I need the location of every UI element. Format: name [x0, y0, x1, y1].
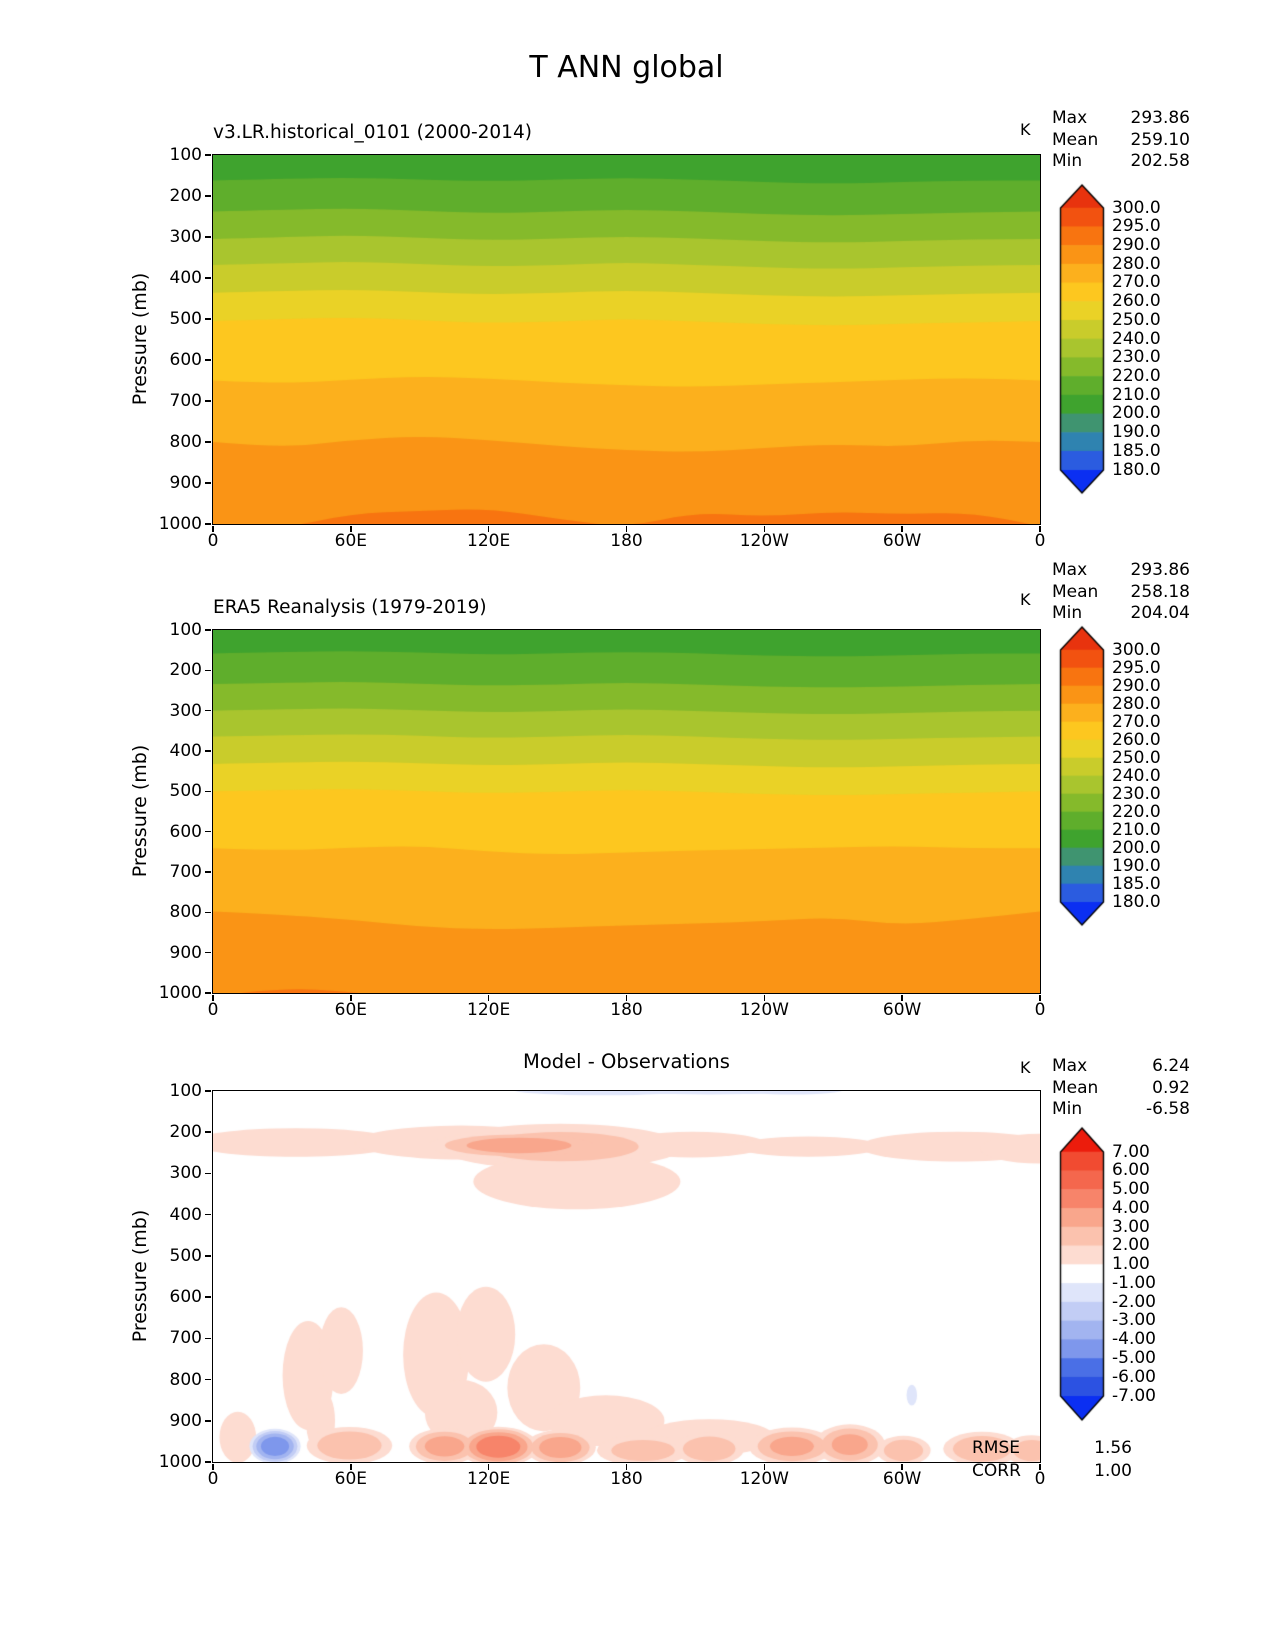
y-axis-tick — [205, 831, 211, 833]
y-tick-label: 800 — [169, 1369, 202, 1390]
stat-max-value: 6.24 — [1152, 1056, 1190, 1076]
y-tick-label: 200 — [169, 186, 202, 206]
y-axis-label: Pressure (mb) — [129, 272, 151, 406]
y-tick-label: 400 — [169, 1204, 202, 1225]
x-tick-label: 0 — [207, 1469, 219, 1489]
panel-diff-title: Model - Observations — [523, 1050, 730, 1073]
colorbar-tick-label: 200.0 — [1112, 403, 1161, 424]
stat-mean-value: 259.10 — [1130, 129, 1190, 150]
colorbar-tick-label: 185.0 — [1112, 440, 1161, 461]
x-tick-label: 180 — [610, 531, 643, 551]
rmse-label: RMSE — [972, 1438, 1021, 1458]
y-axis-tick — [205, 750, 211, 752]
y-tick-label: 700 — [169, 862, 202, 882]
y-tick-label: 500 — [169, 1245, 202, 1266]
y-axis-tick — [205, 277, 211, 279]
stat-max-label: Max — [1052, 108, 1088, 128]
colorbar-tick-label: 3.00 — [1112, 1216, 1150, 1237]
y-axis-tick — [205, 318, 211, 320]
stats-block-model — [1052, 108, 1190, 173]
stat-mean-label: Mean — [1052, 129, 1099, 150]
colorbar-tick-label: 4.00 — [1112, 1197, 1150, 1218]
stats-block-diff — [1052, 1056, 1190, 1121]
colorbar-tick-label: 295.0 — [1112, 216, 1161, 237]
y-tick-label: 800 — [169, 902, 202, 923]
colorbar-tick-label: 185.0 — [1112, 873, 1161, 894]
x-tick-label: 120W — [739, 1000, 789, 1020]
x-tick-label: 60E — [334, 1000, 368, 1020]
y-axis-tick — [205, 952, 211, 954]
stat-max-value: 293.86 — [1130, 560, 1190, 580]
stat-max-label: Max — [1052, 1056, 1088, 1076]
y-tick-label: 1000 — [158, 1452, 202, 1472]
y-tick-label: 900 — [169, 473, 202, 493]
colorbar-tick-label: 230.0 — [1112, 347, 1161, 368]
colorbar-tick-label: -6.00 — [1112, 1366, 1156, 1387]
corr-label: CORR — [972, 1461, 1021, 1481]
unit-label: K — [1020, 1058, 1031, 1077]
y-axis-tick — [205, 791, 211, 793]
difference-colorbar — [1058, 1126, 1106, 1422]
y-tick-label: 800 — [169, 432, 202, 452]
stat-min-label: Min — [1052, 603, 1083, 623]
x-tick-label: 120W — [739, 1469, 789, 1489]
y-axis-tick — [205, 992, 211, 994]
colorbar-tick-label: 280.0 — [1112, 253, 1161, 274]
colorbar-tick-label: 250.0 — [1112, 309, 1161, 330]
corr-value: 1.00 — [1094, 1461, 1132, 1481]
y-tick-label: 600 — [169, 821, 202, 842]
colorbar-tick-label: -4.00 — [1112, 1329, 1156, 1350]
colorbar-tick-label: 2.00 — [1112, 1235, 1150, 1256]
y-tick-label: 900 — [169, 942, 202, 963]
y-tick-label: 1000 — [158, 983, 202, 1003]
x-tick-label: 180 — [610, 1469, 643, 1489]
x-tick-label: 60W — [882, 531, 922, 551]
x-tick-label: 60W — [882, 1469, 922, 1489]
y-axis-tick — [205, 154, 211, 156]
y-axis-label: Pressure (mb) — [129, 744, 151, 878]
colorbar-tick-label: 300.0 — [1112, 639, 1161, 660]
temperature-colorbar — [1058, 625, 1106, 927]
y-tick-label: 600 — [169, 350, 202, 370]
stat-mean-label: Mean — [1052, 581, 1099, 602]
y-axis-tick — [205, 1338, 211, 1340]
x-tick-label: 0 — [1034, 1000, 1046, 1020]
panel-obs-title: ERA5 Reanalysis (1979-2019) — [213, 597, 487, 618]
y-axis-tick — [205, 1214, 211, 1216]
y-axis-tick — [205, 359, 211, 361]
y-axis-tick — [205, 195, 211, 197]
y-tick-label: 400 — [169, 268, 202, 288]
colorbar-tick-label: 260.0 — [1112, 291, 1161, 312]
colorbar-tick-label: 200.0 — [1112, 837, 1161, 858]
y-axis-tick — [205, 441, 211, 443]
y-axis-tick — [205, 1420, 211, 1422]
colorbar-tick-label: 7.00 — [1112, 1141, 1150, 1162]
colorbar-tick-label: 280.0 — [1112, 693, 1161, 714]
colorbar-tick-label: 210.0 — [1112, 819, 1161, 840]
colorbar-tick-label: 290.0 — [1112, 234, 1161, 255]
rmse-value: 1.56 — [1094, 1438, 1132, 1458]
y-axis-tick — [205, 1461, 211, 1463]
x-tick-label: 120E — [467, 531, 511, 551]
colorbar-tick-label: 180.0 — [1112, 891, 1161, 912]
colorbar-tick-label: 190.0 — [1112, 422, 1161, 443]
unit-label: K — [1020, 590, 1031, 609]
panel-model-title: v3.LR.historical_0101 (2000-2014) — [213, 122, 532, 143]
colorbar-tick-label: -2.00 — [1112, 1291, 1156, 1312]
colorbar-tick-label: 260.0 — [1112, 729, 1161, 750]
colorbar-tick-label: -1.00 — [1112, 1272, 1156, 1293]
y-tick-label: 300 — [169, 700, 202, 721]
stat-max-value: 293.86 — [1130, 108, 1190, 128]
y-axis-tick — [205, 1131, 211, 1133]
y-tick-label: 100 — [169, 620, 202, 640]
x-tick-label: 120W — [739, 531, 789, 551]
stat-max-label: Max — [1052, 560, 1088, 580]
y-axis-label: Pressure (mb) — [129, 1209, 151, 1343]
model-contour-plot — [212, 154, 1041, 525]
colorbar-tick-label: 295.0 — [1112, 657, 1161, 678]
x-tick-label: 60E — [334, 1469, 368, 1489]
y-axis-tick — [205, 523, 211, 525]
stat-mean-label: Mean — [1052, 1077, 1099, 1098]
colorbar-tick-label: 240.0 — [1112, 328, 1161, 349]
stat-min-value: -6.58 — [1146, 1099, 1190, 1119]
colorbar-tick-label: 1.00 — [1112, 1254, 1150, 1275]
y-tick-label: 500 — [169, 309, 202, 329]
y-tick-label: 500 — [169, 781, 202, 802]
temperature-colorbar — [1058, 183, 1106, 495]
x-tick-label: 60W — [882, 1000, 922, 1020]
y-tick-label: 600 — [169, 1287, 202, 1308]
colorbar-tick-label: 250.0 — [1112, 747, 1161, 768]
y-axis-tick — [205, 710, 211, 712]
y-axis-tick — [205, 629, 211, 631]
x-tick-label: 120E — [467, 1469, 511, 1489]
x-tick-label: 0 — [1034, 531, 1046, 551]
colorbar-tick-label: 230.0 — [1112, 783, 1161, 804]
y-axis-tick — [205, 1173, 211, 1175]
x-tick-label: 180 — [610, 1000, 643, 1020]
y-axis-tick — [205, 236, 211, 238]
stat-min-value: 202.58 — [1130, 151, 1190, 171]
y-axis-tick — [205, 912, 211, 914]
stat-min-label: Min — [1052, 151, 1083, 171]
y-axis-tick — [205, 400, 211, 402]
y-tick-label: 700 — [169, 1328, 202, 1349]
colorbar-tick-label: 270.0 — [1112, 711, 1161, 732]
y-tick-label: 700 — [169, 391, 202, 411]
y-axis-tick — [205, 670, 211, 672]
y-tick-label: 200 — [169, 660, 202, 681]
y-tick-label: 900 — [169, 1410, 202, 1431]
y-tick-label: 300 — [169, 227, 202, 247]
colorbar-tick-label: -3.00 — [1112, 1310, 1156, 1331]
colorbar-tick-label: 190.0 — [1112, 855, 1161, 876]
colorbar-tick-label: -7.00 — [1112, 1385, 1156, 1406]
x-tick-label: 120E — [467, 1000, 511, 1020]
colorbar-tick-label: 180.0 — [1112, 459, 1161, 480]
y-tick-label: 1000 — [158, 514, 202, 534]
obs-contour-plot — [212, 629, 1041, 994]
y-tick-label: 100 — [169, 145, 202, 165]
y-axis-tick — [205, 1379, 211, 1381]
y-tick-label: 100 — [169, 1081, 202, 1101]
colorbar-tick-label: 220.0 — [1112, 365, 1161, 386]
y-axis-tick — [205, 1255, 211, 1257]
figure-title: T ANN global — [529, 50, 724, 85]
y-axis-tick — [205, 871, 211, 873]
colorbar-tick-label: 300.0 — [1112, 197, 1161, 218]
stat-mean-value: 258.18 — [1130, 581, 1190, 602]
unit-label: K — [1020, 120, 1031, 139]
colorbar-tick-label: 220.0 — [1112, 801, 1161, 822]
y-tick-label: 300 — [169, 1163, 202, 1184]
x-tick-label: 60E — [334, 531, 368, 551]
y-tick-label: 400 — [169, 741, 202, 761]
colorbar-tick-label: 290.0 — [1112, 675, 1161, 696]
colorbar-tick-label: 6.00 — [1112, 1160, 1150, 1181]
colorbar-tick-label: 240.0 — [1112, 765, 1161, 786]
colorbar-tick-label: 210.0 — [1112, 384, 1161, 405]
x-tick-label: 0 — [207, 1000, 219, 1020]
colorbar-tick-label: -5.00 — [1112, 1347, 1156, 1368]
diff-contour-plot — [212, 1090, 1041, 1463]
colorbar-tick-label: 270.0 — [1112, 272, 1161, 293]
x-tick-label: 0 — [1034, 1469, 1046, 1489]
stats-block-obs — [1052, 560, 1190, 625]
stat-mean-value: 0.92 — [1152, 1077, 1190, 1098]
y-axis-tick — [205, 1090, 211, 1092]
y-axis-tick — [205, 482, 211, 484]
colorbar-tick-label: 5.00 — [1112, 1179, 1150, 1200]
x-tick-label: 0 — [207, 531, 219, 551]
y-axis-tick — [205, 1296, 211, 1298]
y-tick-label: 200 — [169, 1122, 202, 1143]
stat-min-label: Min — [1052, 1099, 1083, 1119]
stat-min-value: 204.04 — [1130, 603, 1190, 623]
